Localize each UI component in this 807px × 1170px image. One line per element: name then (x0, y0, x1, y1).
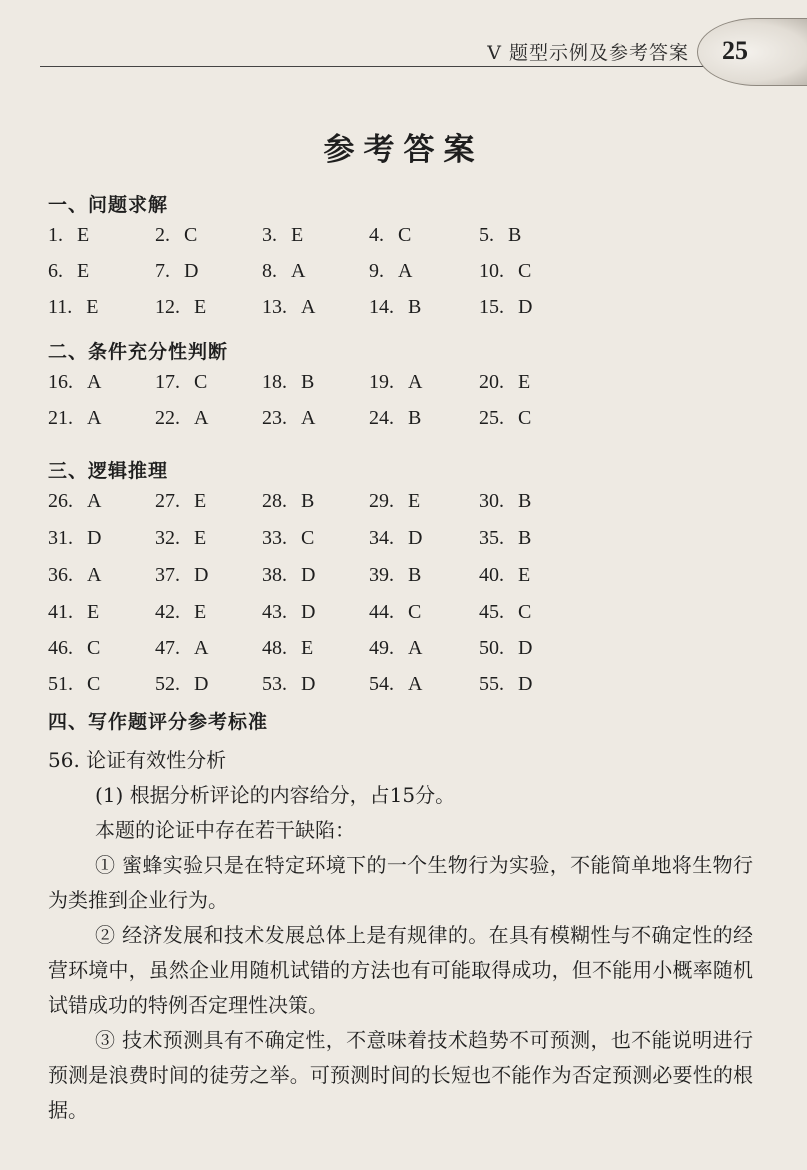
answer-option: E (86, 296, 99, 318)
essay-section (48, 743, 753, 1128)
answer-item (369, 564, 421, 587)
question-number: 32. (155, 527, 180, 549)
answer-row (48, 637, 748, 665)
answer-option: C (408, 601, 422, 623)
question-number: 16. (48, 371, 73, 393)
answer-option: E (77, 224, 90, 246)
essay-paragraph: 本题的论证中存在若干缺陷： (95, 818, 355, 842)
essay-paragraph: ② 经济发展和技术发展总体上是有规律的。在具有模糊性与不确定性的经营环境中，虽然企业用随机试错的方法也有可能取得成功，但不能用小概率随机试错成功的特例否定理性决策。 (48, 923, 753, 1017)
answer-option: C (398, 224, 412, 246)
question-number: 42. (155, 601, 180, 623)
answer-item (479, 296, 532, 319)
answer-option: D (518, 673, 533, 695)
answer-item (262, 564, 315, 587)
answer-option: B (408, 296, 422, 318)
question-number: 15. (479, 296, 504, 318)
answer-item (155, 407, 208, 430)
answer-item (262, 673, 315, 696)
answer-option: A (194, 407, 209, 429)
answer-option: E (87, 601, 100, 623)
answer-option: E (301, 637, 314, 659)
answer-item (479, 601, 531, 624)
answer-item (48, 371, 101, 394)
answer-row (48, 371, 748, 399)
section-heading-sufficiency: 二、条件充分性判断 (48, 341, 229, 363)
answer-item (262, 224, 303, 247)
question-number: 3. (262, 224, 277, 246)
question-number: 54. (369, 673, 394, 695)
answer-option: C (518, 260, 532, 282)
answer-option: E (194, 527, 207, 549)
answer-item (262, 637, 313, 660)
answer-option: E (194, 601, 207, 623)
answer-item (262, 296, 315, 319)
answer-option: A (398, 260, 413, 282)
question-number: 38. (262, 564, 287, 586)
answer-item (155, 601, 206, 624)
page-number-badge (697, 18, 807, 86)
question-number: 50. (479, 637, 504, 659)
question-number: 47. (155, 637, 180, 659)
answer-option: A (87, 371, 102, 393)
answer-option: C (518, 407, 532, 429)
answer-item (262, 601, 315, 624)
answer-item (262, 490, 314, 513)
question-number: 46. (48, 637, 73, 659)
answer-option: C (184, 224, 198, 246)
answer-option: A (408, 371, 423, 393)
question-number: 49. (369, 637, 394, 659)
answer-item (48, 296, 98, 319)
question-number: 51. (48, 673, 73, 695)
answer-option: A (301, 407, 316, 429)
answer-option: A (291, 260, 306, 282)
answer-item (262, 407, 315, 430)
answer-row (48, 601, 748, 629)
answer-item (48, 527, 101, 550)
answer-item (155, 673, 208, 696)
answer-option: A (87, 564, 102, 586)
answer-option: D (408, 527, 423, 549)
question-number: 39. (369, 564, 394, 586)
page-title: 参考答案 (323, 132, 484, 168)
answer-item (369, 527, 422, 550)
question-number: 11. (48, 296, 73, 318)
question-number: 23. (262, 407, 287, 429)
answer-item (155, 527, 206, 550)
answer-option: D (301, 564, 316, 586)
answer-row (48, 564, 748, 592)
answer-row (48, 296, 748, 324)
answer-item (369, 371, 422, 394)
question-number: 24. (369, 407, 394, 429)
answer-option: E (291, 224, 304, 246)
essay-paragraph: ① 蜜蜂实验只是在特定环境下的一个生物行为实验，不能简单地将生物行为类推到企业行为。 (48, 853, 753, 912)
answer-item (369, 673, 422, 696)
answer-item (155, 371, 207, 394)
answer-option: E (518, 564, 531, 586)
question-number: 40. (479, 564, 504, 586)
answer-item (262, 260, 305, 283)
answer-item (48, 407, 101, 430)
chapter-title: V 题型示例及参考答案 (487, 42, 689, 64)
question-number: 26. (48, 490, 73, 512)
question-number: 53. (262, 673, 287, 695)
question-number: 30. (479, 490, 504, 512)
question-number: 55. (479, 673, 504, 695)
answer-item (155, 490, 206, 513)
answer-item (262, 527, 314, 550)
answer-row (48, 527, 748, 555)
question-number: 34. (369, 527, 394, 549)
question-number: 19. (369, 371, 394, 393)
question-number: 28. (262, 490, 287, 512)
question-number: 36. (48, 564, 73, 586)
answer-item (48, 260, 89, 283)
section-heading-problem-solving: 一、问题求解 (48, 194, 169, 216)
answer-option: B (301, 490, 315, 512)
essay-paragraph: ③ 技术预测具有不确定性，不意味着技术趋势不可预测，也不能说明进行预测是浪费时间的徒劳之举。可预测时间的长短也不能作为否定预测必要性的根据。 (48, 1028, 753, 1122)
question-number: 6. (48, 260, 63, 282)
answer-item (369, 407, 421, 430)
answer-option: C (194, 371, 208, 393)
answer-item (155, 564, 208, 587)
section-heading-writing: 四、写作题评分参考标准 (48, 711, 269, 733)
question-number: 29. (369, 490, 394, 512)
answer-item (48, 673, 100, 696)
answer-option: E (194, 296, 207, 318)
page-number: 25 (722, 36, 748, 65)
question-number: 44. (369, 601, 394, 623)
answer-row (48, 407, 748, 435)
answer-row (48, 224, 748, 252)
answer-option: B (408, 407, 422, 429)
answer-item (369, 260, 412, 283)
question-number: 35. (479, 527, 504, 549)
question-number: 37. (155, 564, 180, 586)
answer-option: B (508, 224, 522, 246)
answer-option: A (301, 296, 316, 318)
answer-option: E (77, 260, 90, 282)
answer-option: D (184, 260, 199, 282)
answer-option: C (87, 673, 101, 695)
question-number: 33. (262, 527, 287, 549)
answer-option: A (194, 637, 209, 659)
answer-option: E (518, 371, 531, 393)
question-number: 25. (479, 407, 504, 429)
answer-option: A (87, 407, 102, 429)
answer-row (48, 260, 748, 288)
answer-item (48, 224, 89, 247)
answer-item (479, 637, 532, 660)
answer-item (262, 371, 314, 394)
answer-option: D (194, 673, 209, 695)
question-number: 27. (155, 490, 180, 512)
essay-question-title: 56. 论证有效性分析 (48, 748, 227, 772)
answer-option: D (518, 296, 533, 318)
question-number: 10. (479, 260, 504, 282)
question-number: 13. (262, 296, 287, 318)
question-number: 12. (155, 296, 180, 318)
question-number: 21. (48, 407, 73, 429)
answer-item (155, 260, 198, 283)
question-number: 48. (262, 637, 287, 659)
answer-item (48, 637, 100, 660)
question-number: 20. (479, 371, 504, 393)
question-number: 22. (155, 407, 180, 429)
header-rule (40, 66, 740, 67)
answer-option: D (518, 637, 533, 659)
answer-option: B (518, 527, 532, 549)
question-number: 31. (48, 527, 73, 549)
question-number: 2. (155, 224, 170, 246)
answer-item (479, 673, 532, 696)
essay-paragraph: (1) 根据分析评论的内容给分，占15分。 (95, 783, 456, 807)
answer-item (369, 296, 421, 319)
answer-option: B (301, 371, 315, 393)
answer-option: D (301, 673, 316, 695)
answer-option: D (87, 527, 102, 549)
answer-option: B (408, 564, 422, 586)
question-number: 8. (262, 260, 277, 282)
question-number: 1. (48, 224, 63, 246)
answer-item (479, 564, 530, 587)
answer-item (155, 224, 197, 247)
answer-option: E (194, 490, 207, 512)
answer-item (369, 224, 411, 247)
question-number: 5. (479, 224, 494, 246)
answer-item (479, 371, 530, 394)
answer-item (48, 601, 99, 624)
answer-option: A (408, 673, 423, 695)
answer-item (479, 527, 531, 550)
answer-item (48, 564, 101, 587)
answer-row (48, 673, 748, 701)
question-number: 41. (48, 601, 73, 623)
section-heading-logic: 三、逻辑推理 (48, 460, 169, 482)
answer-item (155, 637, 208, 660)
answer-option: D (301, 601, 316, 623)
question-number: 18. (262, 371, 287, 393)
question-number: 4. (369, 224, 384, 246)
answer-option: D (194, 564, 209, 586)
question-number: 7. (155, 260, 170, 282)
question-number: 17. (155, 371, 180, 393)
answer-option: A (408, 637, 423, 659)
answer-item (479, 224, 521, 247)
page-header (0, 0, 807, 100)
answer-item (369, 601, 421, 624)
answer-item (48, 490, 101, 513)
answer-item (479, 260, 531, 283)
question-number: 14. (369, 296, 394, 318)
answer-option: B (518, 490, 532, 512)
answer-row (48, 490, 748, 518)
answer-option: C (87, 637, 101, 659)
question-number: 43. (262, 601, 287, 623)
question-number: 45. (479, 601, 504, 623)
answer-item (369, 490, 420, 513)
question-number: 9. (369, 260, 384, 282)
answer-option: C (518, 601, 532, 623)
answer-item (479, 490, 531, 513)
answer-option: E (408, 490, 421, 512)
answer-option: C (301, 527, 315, 549)
answer-item (479, 407, 531, 430)
answer-item (369, 637, 422, 660)
question-number: 52. (155, 673, 180, 695)
answer-option: A (87, 490, 102, 512)
answer-item (155, 296, 206, 319)
